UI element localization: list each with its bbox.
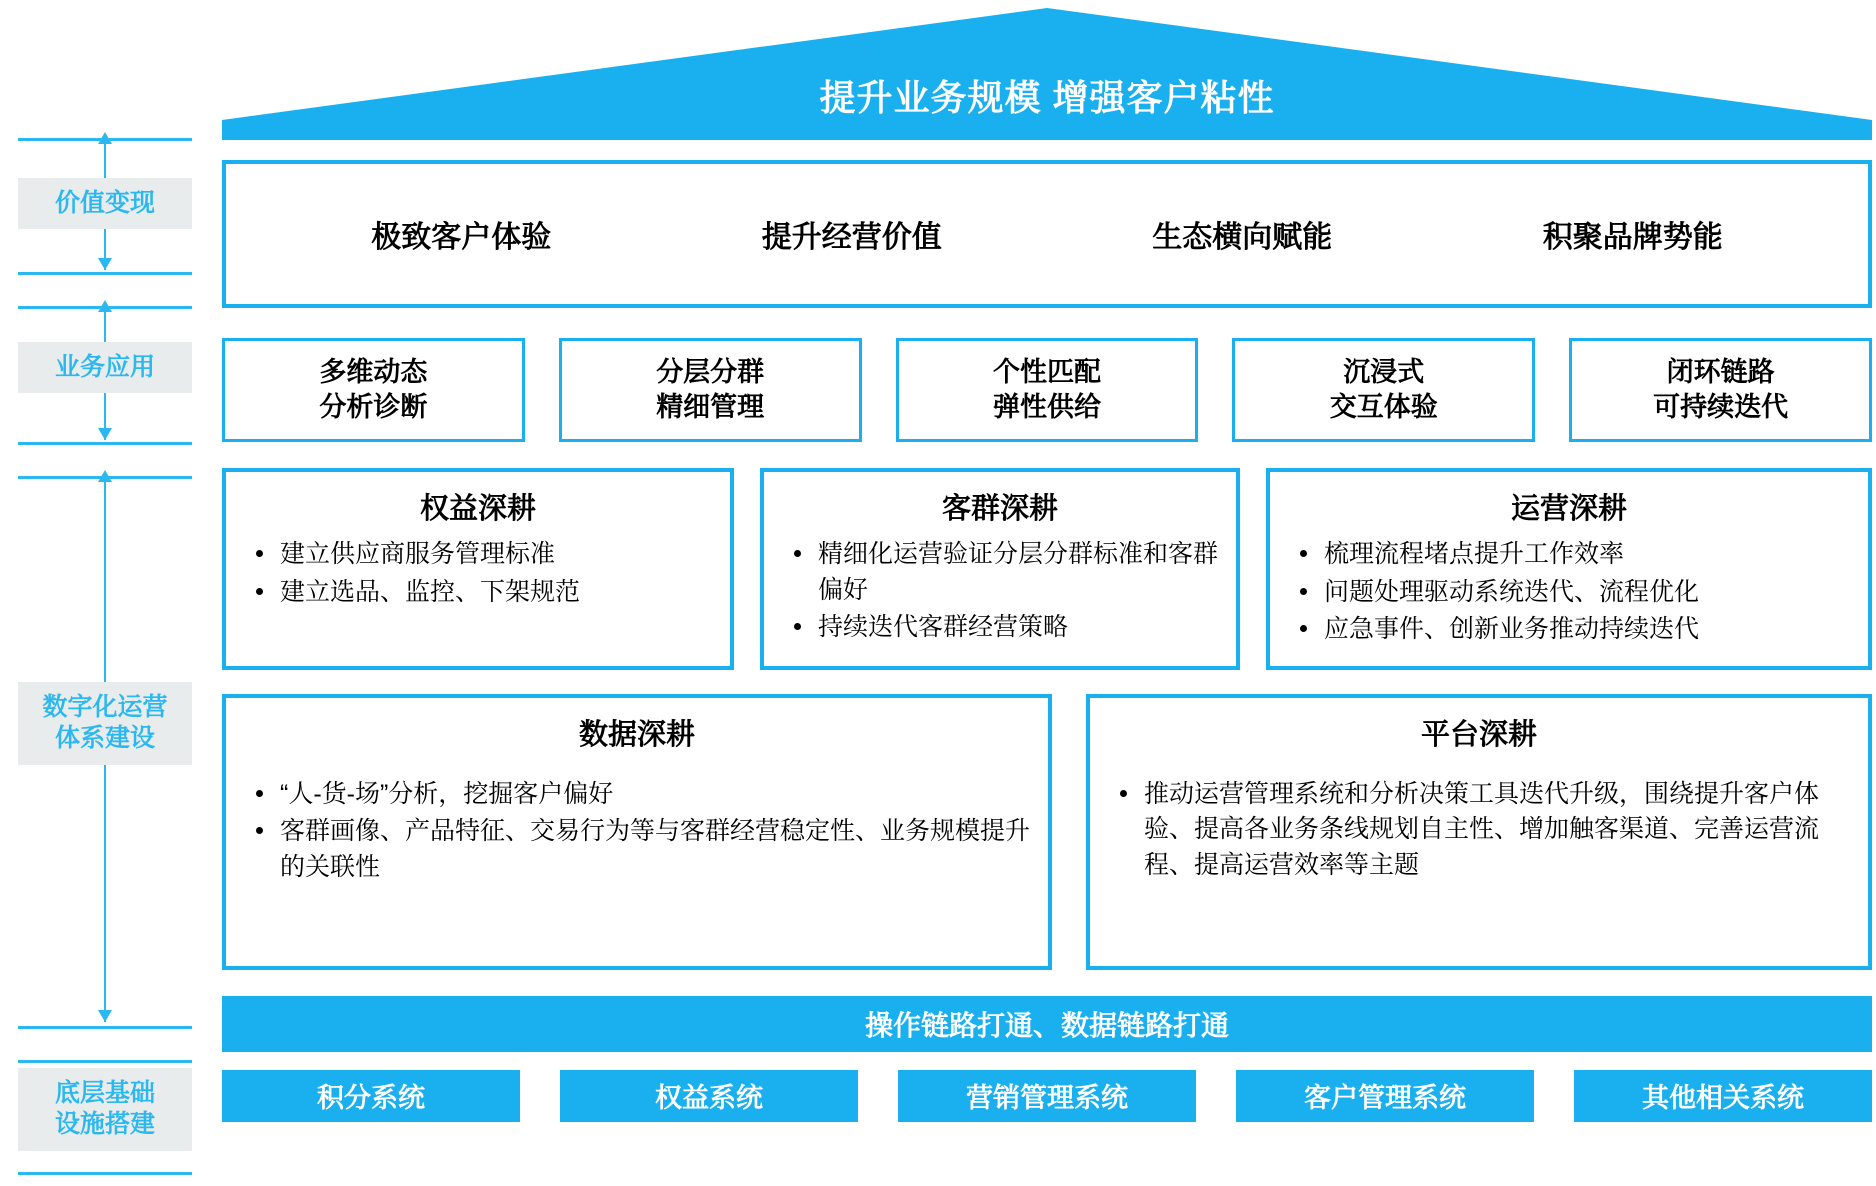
rail-tick-5 — [18, 476, 192, 479]
left-rail — [18, 130, 208, 1178]
deep-box-data-title: 数据深耕 — [578, 718, 695, 751]
deep-box-rights — [222, 468, 734, 670]
deep-box-rights-bullets — [244, 537, 712, 612]
deep-box-operations-title: 运营深耕 — [1510, 493, 1627, 525]
application-box-4-line1: 闭环链路 — [1666, 356, 1775, 387]
deep-box-operations — [1266, 468, 1872, 670]
rail-tag-value: 价值变现 — [18, 178, 192, 229]
list-item: 精细化运营验证分层分群标准和客群偏好 — [782, 537, 1218, 608]
deep-box-customer-group — [760, 468, 1240, 670]
deep-box-platform-title: 平台深耕 — [1420, 718, 1537, 751]
deep-box-rights-title: 权益深耕 — [419, 493, 536, 525]
application-box-2-line1: 个性匹配 — [992, 356, 1101, 387]
rail-tick-top — [18, 138, 192, 141]
systems-row — [222, 1070, 1872, 1122]
rail-tick-bottom — [18, 1172, 192, 1175]
business-application-row — [222, 338, 1872, 442]
application-box-3-line2: 交互体验 — [1329, 392, 1438, 422]
value-item-0: 极致客户体验 — [371, 221, 552, 254]
system-box-points: 积分系统 — [222, 1070, 520, 1122]
value-realization-band — [222, 160, 1872, 308]
application-box-1-line1: 分层分群 — [656, 356, 765, 387]
application-box-0-line2: 分析诊断 — [319, 392, 428, 422]
application-box-2-line2: 弹性供给 — [992, 392, 1101, 422]
application-box-3-line1: 沉浸式 — [1343, 356, 1425, 387]
system-box-marketing: 营销管理系统 — [898, 1070, 1196, 1122]
roof-banner — [222, 8, 1872, 140]
application-box-4 — [1569, 338, 1872, 442]
rail-arrow-down-1 — [98, 258, 112, 270]
application-box-0-line1: 多维动态 — [319, 356, 428, 387]
rail-tag-infrastructure-line1: 底层基础 — [54, 1079, 155, 1107]
list-item: 客群画像、产品特征、交易行为等与客群经营稳定性、业务规模提升的关联性 — [244, 814, 1030, 885]
list-item: 建立供应商服务管理标准 — [244, 537, 712, 573]
list-item: 持续迭代客群经营策略 — [782, 610, 1218, 646]
system-box-other: 其他相关系统 — [1574, 1070, 1872, 1122]
deep-box-customer-group-bullets — [782, 537, 1218, 648]
deep-box-platform-bullets — [1108, 777, 1850, 886]
application-box-1-line2: 精细管理 — [656, 392, 765, 422]
link-band: 操作链路打通、数据链路打通 — [222, 996, 1872, 1052]
rail-tick-7 — [18, 1060, 192, 1063]
deep-box-customer-group-title: 客群深耕 — [941, 493, 1058, 525]
rail-arrow-down-3 — [98, 1010, 112, 1022]
deep-box-operations-bullets — [1288, 537, 1850, 650]
rail-tag-digital-operations-line2: 体系建设 — [54, 724, 155, 753]
application-box-4-line2: 可持续迭代 — [1653, 392, 1789, 422]
diagram-main-column — [222, 160, 1872, 1122]
application-box-2 — [896, 338, 1199, 442]
rail-tag-digital-operations — [18, 682, 192, 765]
deep-cultivation-row-1 — [222, 468, 1872, 670]
value-item-3: 积聚品牌势能 — [1542, 221, 1723, 254]
rail-tag-digital-operations-line1: 数字化运营 — [42, 693, 168, 721]
rail-tick-3 — [18, 306, 192, 309]
list-item: “人-货-场”分析，挖掘客户偏好 — [244, 777, 1030, 813]
rail-tag-infrastructure — [18, 1068, 192, 1151]
application-box-1 — [559, 338, 862, 442]
rail-tick-4 — [18, 442, 192, 445]
application-box-3 — [1232, 338, 1535, 442]
rail-tag-application: 业务应用 — [18, 342, 192, 393]
deep-box-data — [222, 694, 1052, 970]
deep-cultivation-row-2 — [222, 694, 1872, 970]
roof-title: 提升业务规模 增强客户粘性 — [819, 76, 1275, 118]
deep-box-platform — [1086, 694, 1872, 970]
list-item: 问题处理驱动系统迭代、流程优化 — [1288, 575, 1850, 611]
rail-arrow-down-2 — [98, 428, 112, 440]
list-item: 推动运营管理系统和分析决策工具迭代升级，围绕提升客户体验、提高各业务条线规划自主性、增加触客渠道、完善运营流程、提高运营效率等主题 — [1108, 777, 1850, 884]
system-box-rights: 权益系统 — [560, 1070, 858, 1122]
list-item: 建立选品、监控、下架规范 — [244, 575, 712, 611]
list-item: 应急事件、创新业务推动持续迭代 — [1288, 612, 1850, 648]
deep-box-data-bullets — [244, 777, 1030, 888]
value-item-1: 提升经营价值 — [761, 221, 942, 254]
rail-tag-infrastructure-line2: 设施搭建 — [54, 1110, 155, 1139]
application-box-0 — [222, 338, 525, 442]
value-item-2: 生态横向赋能 — [1152, 221, 1333, 254]
rail-tick-6 — [18, 1026, 192, 1029]
rail-tick-2 — [18, 272, 192, 275]
list-item: 梳理流程堵点提升工作效率 — [1288, 537, 1850, 573]
system-box-customer: 客户管理系统 — [1236, 1070, 1534, 1122]
